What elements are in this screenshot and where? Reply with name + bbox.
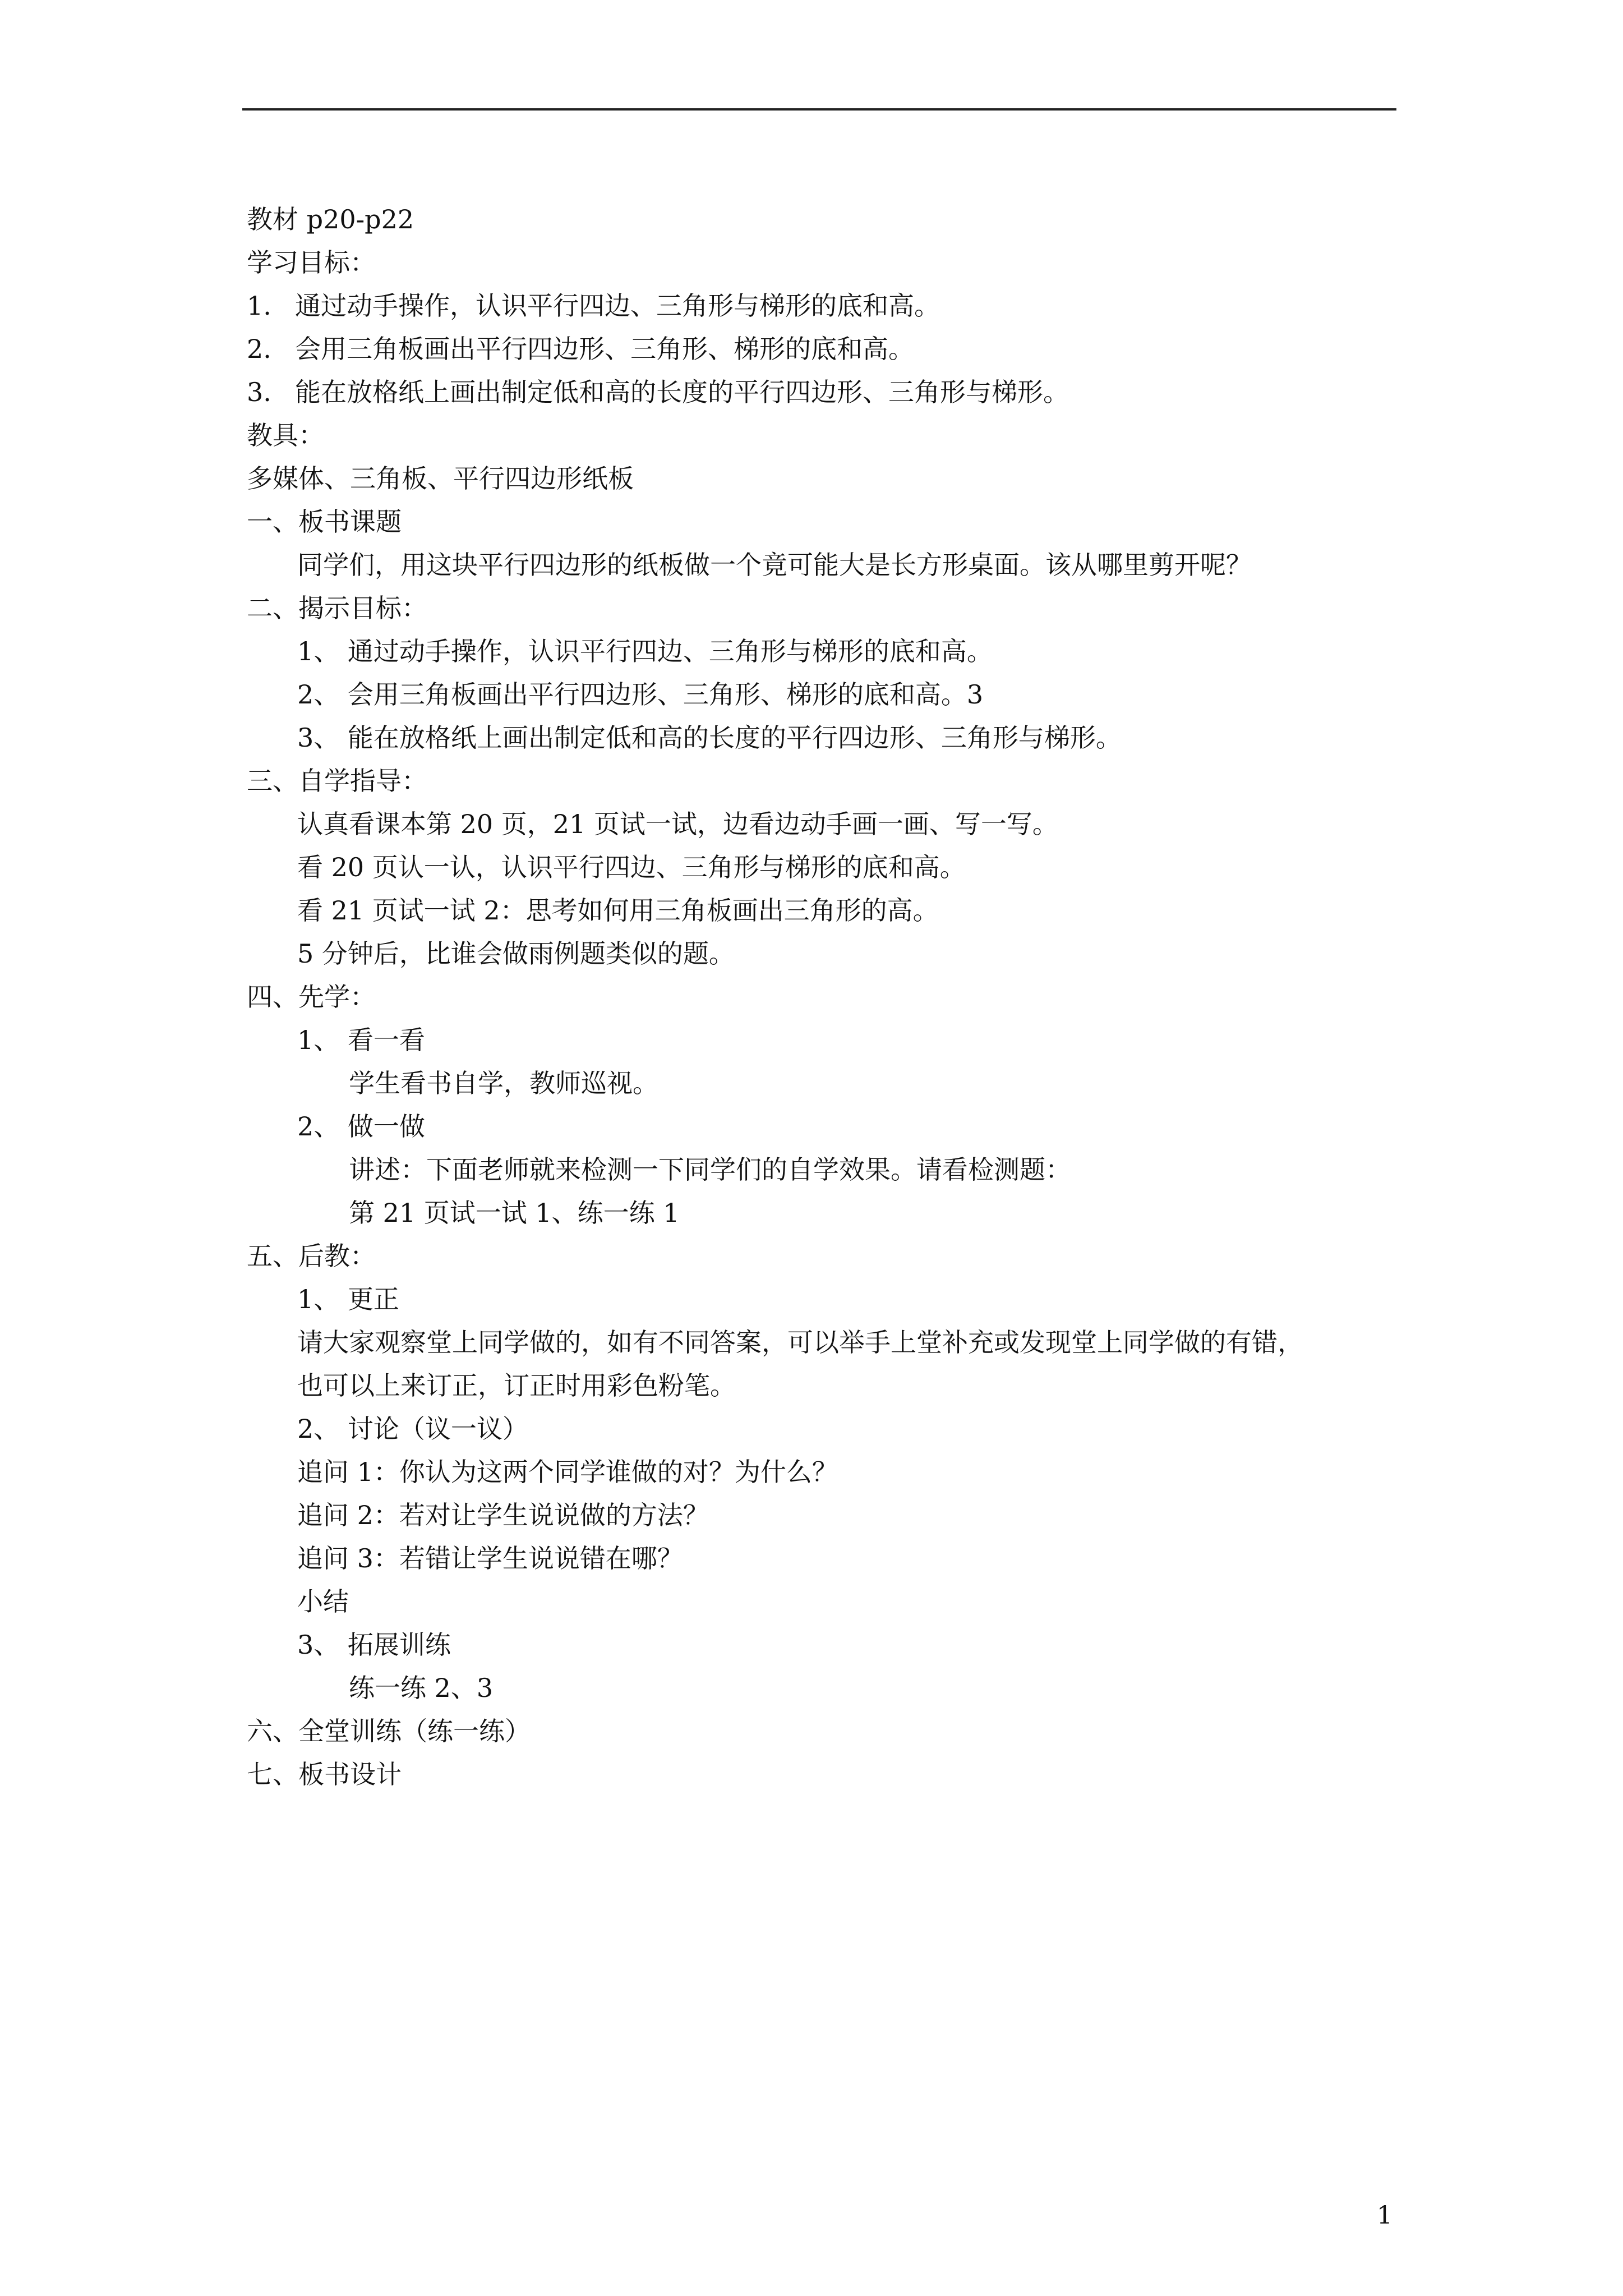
- list-item: 1、 通过动手操作，认识平行四边、三角形与梯形的底和高。: [297, 636, 993, 666]
- paragraph: 讲述：下面老师就来检测一下同学们的自学效果。请看检测题：: [349, 1154, 1071, 1185]
- tools-heading: 教具：: [247, 420, 324, 450]
- subheading: 1、 更正: [297, 1284, 399, 1314]
- list-item: 5 分钟后，比谁会做雨例题类似的题。: [297, 938, 735, 969]
- subheading: 2、 做一做: [297, 1111, 425, 1142]
- summary: 小结: [297, 1586, 349, 1617]
- question: 追问 2：若对让学生说说做的方法？: [297, 1500, 709, 1530]
- lesson-plan-body: [247, 198, 1402, 1796]
- objective-item: [247, 371, 1402, 414]
- list-item: 看 21 页试一试 2：思考如何用三角板画出三角形的高。: [297, 895, 939, 926]
- paragraph: 学生看书自学，教师巡视。: [349, 1068, 658, 1098]
- list-item: 3、 能在放格纸上画出制定低和高的长度的平行四边形、三角形与梯形。: [297, 723, 1122, 753]
- paragraph: 练一练 2、3: [349, 1673, 494, 1703]
- list-item: 看 20 页认一认，认识平行四边、三角形与梯形的底和高。: [297, 852, 966, 882]
- subheading: 2、 讨论（议一议）: [297, 1414, 528, 1444]
- question: 追问 3：若错让学生说说错在哪？: [297, 1543, 683, 1573]
- objective-item: [247, 328, 1402, 371]
- objective-text: 会用三角板画出平行四边形、三角形、梯形的底和高。: [295, 334, 914, 364]
- section-heading: 四、先学：: [247, 982, 376, 1012]
- paragraph: 同学们，用这块平行四边形的纸板做一个竟可能大是长方形桌面。该从哪里剪开呢？: [297, 550, 1252, 580]
- material-line: 教材 p20-p22: [247, 204, 414, 234]
- section-heading: 六、全堂训练（练一练）: [247, 1716, 531, 1746]
- objective-number: 2.: [247, 334, 271, 364]
- objective-number: 3.: [247, 377, 271, 407]
- objectives-heading: 学习目标：: [247, 247, 376, 278]
- paragraph: 也可以上来订正，订正时用彩色粉笔。: [297, 1370, 736, 1401]
- list-item: 认真看课本第 20 页，21 页试一试，边看边动手画一画、写一写。: [297, 809, 1058, 839]
- section-heading: 五、后教：: [247, 1241, 376, 1271]
- section-heading: 二、揭示目标：: [247, 593, 427, 623]
- page-number: 1: [1377, 2201, 1393, 2230]
- header-rule: [242, 108, 1396, 111]
- paragraph: 请大家观察堂上同学做的，如有不同答案，可以举手上堂补充或发现堂上同学做的有错，: [297, 1327, 1303, 1358]
- list-item: 2、 会用三角板画出平行四边形、三角形、梯形的底和高。3: [297, 679, 984, 710]
- section-heading: 一、板书课题: [247, 507, 402, 537]
- section-heading: 七、板书设计: [247, 1759, 402, 1789]
- question: 追问 1：你认为这两个同学谁做的对？为什么？: [297, 1457, 838, 1487]
- objective-item: [247, 284, 1402, 328]
- paragraph: 第 21 页试一试 1、练一练 1: [349, 1198, 680, 1228]
- subheading: 3、 拓展训练: [297, 1630, 451, 1660]
- objective-number: 1.: [247, 291, 271, 321]
- objective-text: 能在放格纸上画出制定低和高的长度的平行四边形、三角形与梯形。: [295, 377, 1069, 407]
- tools-line: 多媒体、三角板、平行四边形纸板: [247, 463, 634, 494]
- subheading: 1、 看一看: [297, 1025, 425, 1055]
- objective-text: 通过动手操作，认识平行四边、三角形与梯形的底和高。: [295, 291, 940, 321]
- section-heading: 三、自学指导：: [247, 766, 427, 796]
